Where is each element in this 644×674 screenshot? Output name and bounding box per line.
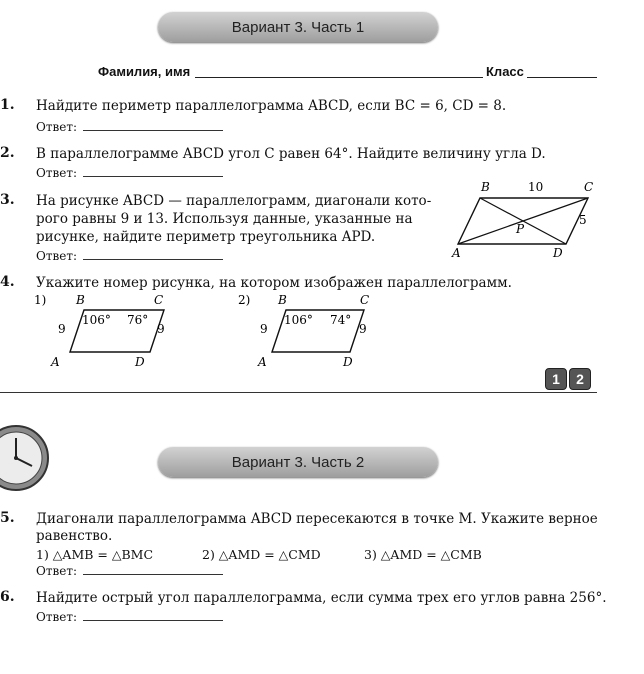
fig4-2-label-d: D <box>343 355 353 369</box>
name-field[interactable] <box>195 77 483 78</box>
answer-line[interactable] <box>83 259 223 260</box>
q3-line1: На рисунке ABCD — параллелограмм, диагонали кото- <box>36 193 432 209</box>
fig4-1-angle-c: 76° <box>127 313 149 327</box>
answer-label: Ответ: <box>36 564 78 578</box>
fig4-1-label-b: B <box>76 293 85 307</box>
q1-answer[interactable] <box>36 120 223 134</box>
q5-line2: равенство. <box>36 528 113 544</box>
q6-text: Найдите острый угол параллелограмма, если сумма трех его углов равна 256°. <box>36 590 607 606</box>
class-field[interactable] <box>527 77 597 78</box>
part2-title: Вариант 3. Часть 2 <box>158 447 438 477</box>
fig4-1-label-d: D <box>135 355 145 369</box>
answer-line[interactable] <box>83 574 223 575</box>
answer-label: Ответ: <box>36 120 78 134</box>
answer-label: Ответ: <box>36 249 78 263</box>
fig4-1-number: 1) <box>34 293 47 307</box>
fig4-2-label-b: B <box>278 293 287 307</box>
q3-line3: рисунке, найдите периметр треугольника APD. <box>36 229 376 245</box>
q4-text: Укажите номер рисунка, на котором изображен параллелограмм. <box>36 275 512 291</box>
fig3-top-length: 10 <box>528 180 544 194</box>
q5-option-3: 3) △AMD = △CMB <box>364 547 482 562</box>
q5-option-2: 2) △AMD = △CMD <box>202 547 321 562</box>
clock-icon <box>0 420 54 496</box>
answer-label: Ответ: <box>36 166 78 180</box>
fig4-1-right-len: 9 <box>157 322 165 336</box>
answer-label: Ответ: <box>36 610 78 624</box>
answer-line[interactable] <box>83 130 223 131</box>
q6-number: 6. <box>0 589 15 605</box>
figure4-option1 <box>34 292 194 372</box>
fig4-2-number: 2) <box>238 293 251 307</box>
fig3-label-c: C <box>584 180 594 194</box>
section-divider <box>0 392 597 393</box>
fig3-label-d: D <box>553 246 563 260</box>
q4-number: 4. <box>0 274 15 290</box>
fig4-2-right-len: 9 <box>359 322 367 336</box>
q6-answer[interactable] <box>36 610 223 624</box>
page-badge-2: 2 <box>569 368 591 390</box>
fig4-2-angle-c: 74° <box>330 313 352 327</box>
answer-line[interactable] <box>83 620 223 621</box>
fig4-1-angle-b: 106° <box>82 313 111 327</box>
fig4-2-left-len: 9 <box>260 322 268 336</box>
class-label: Класс <box>486 64 524 79</box>
q2-answer[interactable] <box>36 166 223 180</box>
q3-answer[interactable] <box>36 249 223 263</box>
fig4-2-label-c: C <box>360 293 370 307</box>
q1-number: 1. <box>0 97 15 113</box>
figure4-option2 <box>238 292 398 372</box>
q3-number: 3. <box>0 192 15 208</box>
page-badge-1: 1 <box>545 368 567 390</box>
fig3-side-length: 5 <box>579 213 587 227</box>
q3-line2: рого равны 9 и 13. Используя данные, указанные на <box>36 211 413 227</box>
fig3-label-b: B <box>481 180 490 194</box>
q5-number: 5. <box>0 510 15 526</box>
figure3-parallelogram <box>440 178 600 263</box>
fig4-2-angle-b: 106° <box>284 313 313 327</box>
q5-option-1: 1) △AMB = △BMC <box>36 547 154 562</box>
q2-text: В параллелограмме ABCD угол C равен 64°. Найдите величину угла D. <box>36 146 546 162</box>
part1-title: Вариант 3. Часть 1 <box>158 12 438 42</box>
q1-text: Найдите периметр параллелограмма ABCD, если BC = 6, CD = 8. <box>36 98 507 114</box>
name-label: Фамилия, имя <box>98 64 191 79</box>
fig3-label-p: P <box>516 222 525 236</box>
fig3-label-a: A <box>452 246 461 260</box>
fig4-2-label-a: A <box>258 355 267 369</box>
fig4-1-label-a: A <box>51 355 60 369</box>
q5-answer[interactable] <box>36 564 223 578</box>
fig4-1-label-c: C <box>154 293 164 307</box>
fig4-1-left-len: 9 <box>58 322 66 336</box>
answer-line[interactable] <box>83 176 223 177</box>
q2-number: 2. <box>0 145 15 161</box>
q5-line1: Диагонали параллелограмма ABCD пересекаются в точке M. Укажите верное <box>36 511 598 527</box>
